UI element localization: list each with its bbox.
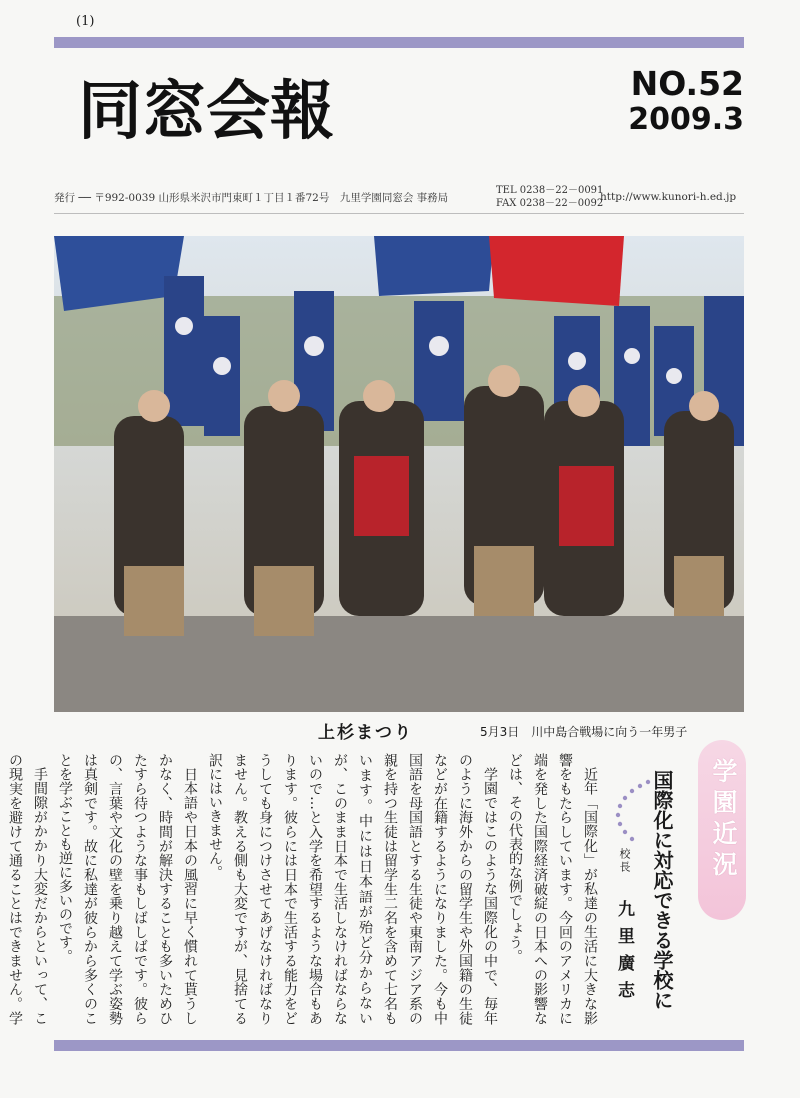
page-number: (1) — [76, 14, 95, 29]
website-url: http://www.kunori-h.ed.jp — [600, 191, 737, 203]
article-paragraph: 手間隙がかかり大変だからといって、この現実を避けて通ることはできません。学 — [7, 753, 48, 1025]
issue-date: 2009.3 — [628, 102, 744, 137]
photo-caption-title: 上杉まつり — [318, 723, 413, 743]
article-body — [7, 753, 602, 1025]
article-paragraph: 学園ではこのような国際化の中で、毎年のように海外からの留学生や外国籍の生徒などが在籍するようになりました。今も中国語を母国語とする生徒や東南アジア系の親を持つ生徒は留学生二名を含めて七名もいます。中には日本語が殆ど分からないが、このまま日本で生活しなければならないので…と入学を希望するような場合もあります。彼らには日本で生活する能力をどうしても身につけさせてあげなければなりません。教える側も大変ですが、見捨てる訳にはいきません。 — [207, 753, 498, 1025]
section-label: 学園近況 — [709, 758, 738, 882]
tel-number: TEL 0238－22－0091 — [496, 185, 604, 196]
article-title: 国際化に対応できる学校に — [650, 770, 674, 1010]
dot-arc-decoration — [612, 778, 652, 844]
bottom-color-band — [54, 1040, 744, 1051]
publisher-address: 発行 ── 〒992-0039 山形県米沢市門東町１丁目１番72号 九里学園同窓会 事務局 — [54, 192, 449, 204]
top-color-band — [54, 37, 744, 48]
issue-number: NO.52 — [630, 64, 744, 103]
festival-photo — [54, 236, 744, 712]
newsletter-title: 同窓会報 — [78, 75, 334, 149]
article-paragraph: 近年「国際化」が私達の生活に大きな影響をもたらしています。今回のアメリカに端を発した国際経済破綻の日本への影響などは、その代表的な例でしょう。 — [507, 753, 598, 1025]
author-name: 九里廣志 — [614, 900, 634, 1008]
contact-numbers — [496, 184, 603, 210]
author-role: 校長 — [618, 848, 631, 874]
photo-caption: 5月3日 川中島合戦場に向う一年男子 — [480, 725, 688, 739]
fax-number: FAX 0238－22－0092 — [496, 198, 604, 209]
article-paragraph: 日本語や日本の風習に早く慣れて貰うしかなく、時間が解決することも多いためひたすら待つような事もしばしばです。彼らの、言葉や文化の壁を乗り越えて学ぶ姿勢は真剣です。故に私達が彼らから多くのことを学ぶことも逆に多いのです。 — [57, 753, 198, 1025]
header-divider — [54, 213, 744, 214]
